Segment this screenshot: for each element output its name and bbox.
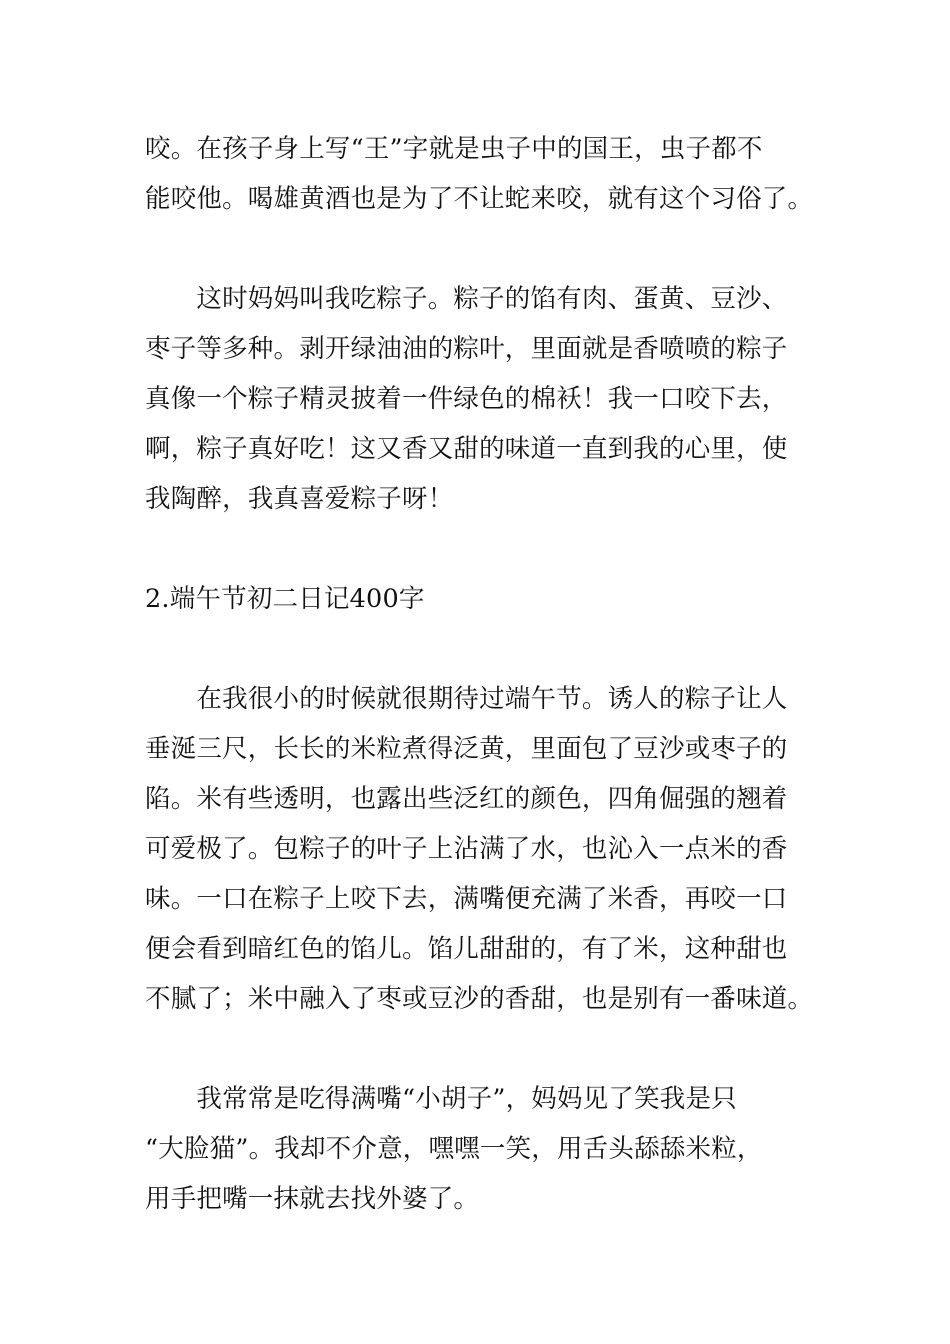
text-line: 垂涎三尺，长长的米粒煮得泛黄，里面包了豆沙或枣子的 (145, 734, 788, 764)
text-line: 真像一个粽子精灵披着一件绿色的棉袄！我一口咬下去， (145, 384, 788, 414)
text-line: 用手把嘴一抹就去找外婆了。 (145, 1184, 480, 1214)
text-line: 便会看到暗红色的馅儿。馅儿甜甜的，有了米，这种甜也 (145, 934, 788, 964)
text-line: 咬。在孩子身上写“王”字就是虫子中的国王，虫子都不 (145, 134, 763, 164)
text-line: 能咬他。喝雄黄酒也是为了不让蛇来咬，就有这个习俗了。 (145, 184, 814, 214)
text-line: 我常常是吃得满嘴“小胡子”，妈妈见了笑我是只 (145, 1084, 737, 1114)
text-line: 枣子等多种。剥开绿油油的粽叶，里面就是香喷喷的粽子 (145, 334, 788, 364)
text-line: 在我很小的时候就很期待过端午节。诱人的粽子让人 (145, 684, 788, 714)
text-line: 这时妈妈叫我吃粽子。粽子的馅有肉、蛋黄、豆沙、 (145, 284, 788, 314)
text-line: 我陶醉，我真喜爱粽子呀！ (145, 484, 454, 514)
section-heading: 2.端午节初二日记400字 (145, 584, 425, 614)
text-line: “大脸猫”。我却不介意，嘿嘿一笑，用舌头舔舔米粒， (145, 1134, 763, 1164)
text-line: 不腻了；米中融入了枣或豆沙的香甜，也是别有一番味道。 (145, 984, 814, 1014)
text-line: 味。一口在粽子上咬下去，满嘴便充满了米香，再咬一口 (145, 884, 788, 914)
text-line: 啊，粽子真好吃！这又香又甜的味道一直到我的心里，使 (145, 434, 788, 464)
text-line: 可爱极了。包粽子的叶子上沾满了水，也沁入一点米的香 (145, 834, 788, 864)
text-line: 陷。米有些透明，也露出些泛红的颜色，四角倔强的翘着 (145, 784, 788, 814)
